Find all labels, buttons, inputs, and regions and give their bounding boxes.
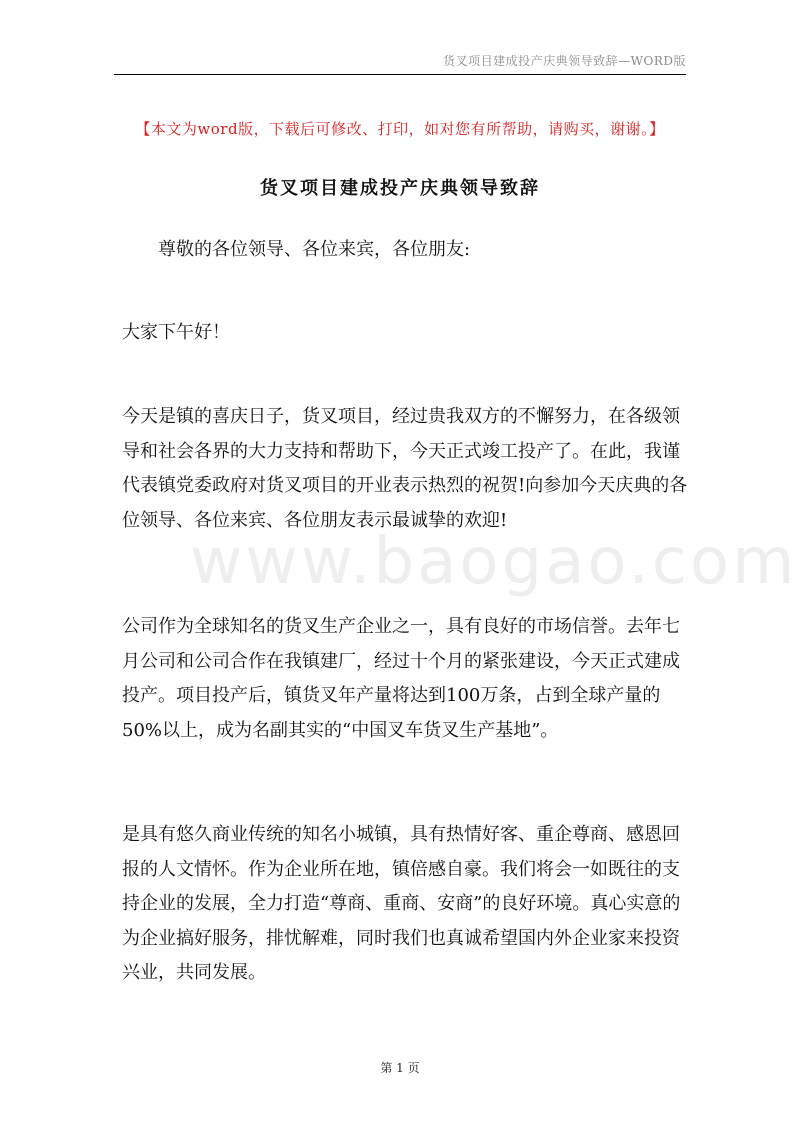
salutation: 尊敬的各位领导、各位来宾，各位朋友: (158, 239, 471, 260)
watermark: www.baogao.com (190, 525, 798, 599)
paragraph: 是具有悠久商业传统的知名小城镇，具有热情好客、重企尊商、感恩回报的人文情怀。作为企业所在地，镇倍感自豪。我们将会一如既往的支持企业的发展，全力打造“尊商、重商、安商”的良好环境。真心实意的为企业搞好服务，排忧解难，同时我们也真诚希望国内外企业家来投资兴业，共同发展。 (122, 824, 681, 983)
paragraph: 公司作为全球知名的货叉生产企业之一，具有良好的市场信誉。去年七月公司和公司合作在我镇建厂，经过十个月的紧张建设，今天正式建成投产。项目投产后，镇货叉年产量将达到100万条，占到全球产量的50%以上，成为名副其实的“中国叉车货叉生产基地”。 (122, 616, 680, 741)
greeting: 大家下午好！ (122, 322, 230, 343)
document-title: 货叉项目建成投产庆典领导致辞 (260, 178, 540, 199)
running-header: 货叉项目建成投产庆典领导致辞—WORD版 (443, 54, 686, 68)
header-rule (114, 74, 686, 75)
paragraph: 今天是镇的喜庆日子，货叉项目，经过贵我双方的不懈努力，在各级领导和社会各界的大力支持和帮助下，今天正式竣工投产了。在此，我谨代表镇党委政府对货叉项目的开业表示热烈的祝贺!向参加今天庆典的各位领导、各位来宾、各位朋友表示最诚挚的欢迎! (122, 406, 688, 531)
page-number: 第 1 页 (380, 1061, 420, 1075)
word-version-notice: 【本文为word版，下载后可修改、打印，如对您有所帮助，请购买，谢谢。】 (135, 120, 665, 138)
